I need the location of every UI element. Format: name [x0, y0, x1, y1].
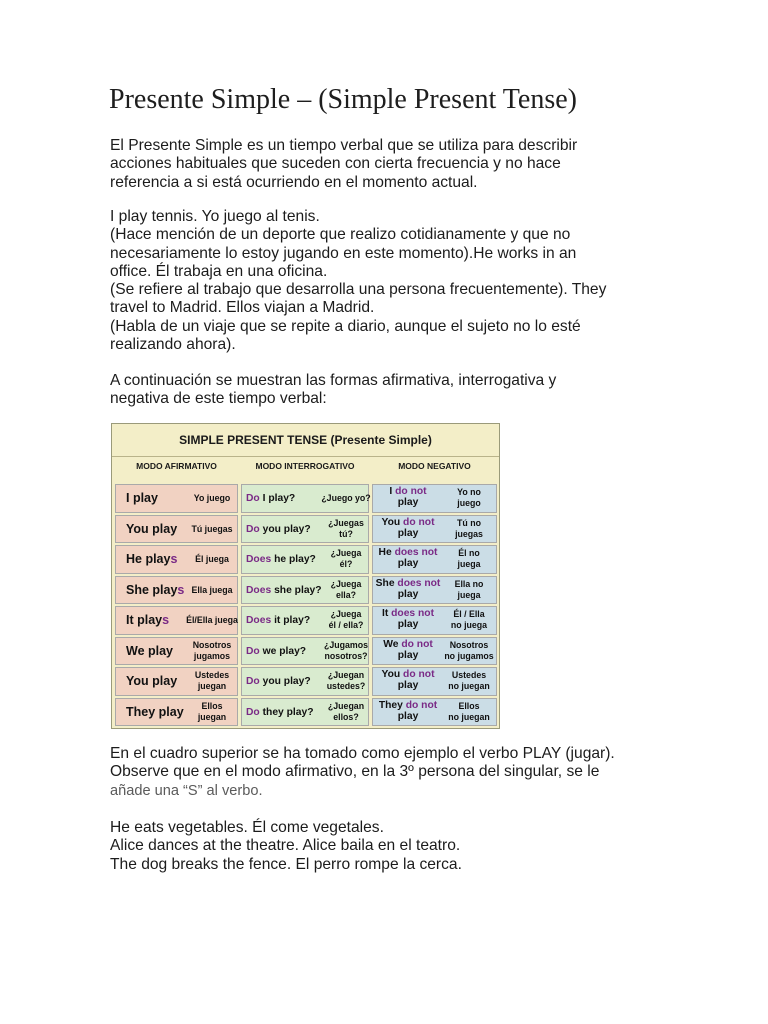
auxiliary-verb: Do: [246, 523, 260, 535]
text-line: referencia a si está ocurriendo en el momento actual.: [110, 173, 478, 191]
affirmative-spanish: [184, 615, 240, 626]
table-body: [112, 483, 499, 727]
examples-paragraph: [110, 208, 670, 354]
negative-line: [382, 608, 434, 619]
spanish-line: nosotros?: [324, 650, 368, 661]
interrogative-spanish: [324, 579, 368, 601]
interrogative-english: [246, 554, 316, 565]
negative-subject: He: [378, 547, 392, 558]
interrogative-english: [246, 707, 314, 718]
negative-line: [381, 669, 434, 680]
negative-spanish: [441, 548, 497, 570]
spanish-line: Yo no: [457, 487, 481, 497]
spanish-line: Tú no: [457, 517, 481, 528]
negative-cell: [372, 637, 497, 666]
spanish-line: no juegan: [448, 681, 490, 691]
spanish-line: Él juega: [195, 554, 229, 564]
text-line: Alice dances at the theatre. Alice baila en el teatro.: [110, 837, 461, 855]
spanish-line: Nosotros: [449, 639, 489, 650]
negative-spanish: [441, 670, 497, 692]
spanish-line: Ella no: [454, 578, 484, 589]
negative-auxiliary: do not: [403, 516, 435, 528]
affirmative-verb: He play: [126, 552, 171, 566]
spanish-line: ¿Juegan: [327, 670, 365, 680]
spanish-line: ¿Juegas: [328, 517, 364, 528]
negative-english: [375, 639, 441, 661]
text-line: acciones habituales que suceden con cierta frecuencia y no hace: [110, 155, 561, 173]
spanish-line: jugamos: [193, 650, 231, 661]
affirmative-english: [126, 522, 177, 536]
spanish-line: no juegan: [448, 711, 490, 722]
affirmative-spanish: [184, 524, 240, 535]
spanish-line: Tú juegas: [191, 523, 233, 534]
explanation-paragraph: [110, 745, 670, 800]
negative-line: [379, 700, 437, 711]
spanish-line: Yo juego: [193, 493, 231, 503]
spanish-line: juego: [457, 498, 481, 508]
spanish-line: no juega: [450, 620, 488, 630]
interrogative-spanish: [324, 609, 368, 631]
interrogative-spanish: [324, 640, 368, 662]
spanish-line: Ustedes: [194, 670, 230, 680]
negative-auxiliary: does not: [394, 547, 438, 558]
negative-english: [375, 700, 441, 722]
spanish-line: Él no: [458, 548, 480, 558]
spanish-line: tú?: [339, 528, 353, 539]
affirmative-english: [126, 583, 184, 597]
negative-line: [389, 486, 426, 497]
question-rest: she play?: [274, 584, 322, 596]
spanish-line: juegan: [197, 681, 227, 691]
spanish-line: ella?: [335, 589, 357, 600]
negative-auxiliary: does not: [391, 608, 435, 619]
negative-verb: play: [397, 527, 419, 539]
interrogative-spanish: [324, 701, 368, 723]
spanish-line: Ella juega: [191, 584, 233, 595]
question-rest: it play?: [274, 615, 311, 626]
negative-cell: [372, 698, 497, 727]
spanish-line: Ellos: [201, 700, 223, 711]
table-row: [112, 697, 499, 728]
third-person-s: s: [162, 613, 170, 627]
spanish-line: ¿Juega: [330, 578, 362, 589]
spanish-line: juega: [457, 589, 481, 600]
negative-line: [383, 639, 433, 650]
spanish-line: ¿Juego yo?: [321, 493, 371, 503]
interrogative-spanish: [324, 548, 368, 570]
negative-verb: play: [397, 619, 419, 630]
interrogative-english: [246, 524, 311, 535]
negative-verb: play: [397, 680, 419, 691]
negative-english: [375, 669, 441, 691]
negative-spanish: [441, 701, 497, 723]
negative-verb: play: [397, 649, 419, 661]
spanish-line: ¿Juega: [330, 548, 362, 558]
auxiliary-verb: Do: [246, 676, 260, 687]
interrogative-spanish: [321, 493, 371, 504]
spanish-line: ¿Juega: [330, 609, 362, 619]
negative-english: [375, 608, 441, 630]
affirmative-cell: [115, 667, 238, 696]
negative-cell: [372, 515, 497, 544]
page-title: Presente Simple – (Simple Present Tense): [109, 84, 578, 115]
affirmative-verb: You play: [126, 674, 178, 688]
auxiliary-verb: Does: [246, 584, 272, 596]
negative-cell: [372, 545, 497, 574]
table-row: [112, 636, 499, 667]
negative-auxiliary: do not: [405, 699, 438, 711]
text-line: Observe que en el modo afirmativo, en la 3º persona del singular, se le: [110, 763, 600, 781]
affirmative-english: [126, 552, 177, 566]
negative-spanish: [441, 609, 497, 631]
affirmative-spanish: [184, 701, 240, 723]
spanish-line: Él/Ella juega: [186, 615, 238, 625]
negative-line: [381, 517, 434, 528]
text-line: negativa de este tiempo verbal:: [110, 390, 327, 408]
interrogative-cell: [241, 667, 369, 696]
negative-english: [375, 486, 441, 508]
affirmative-spanish: [184, 493, 240, 504]
intro-paragraph: [110, 137, 670, 192]
spanish-line: él / ella?: [328, 620, 364, 630]
text-line: The dog breaks the fence. El perro rompe la cerca.: [110, 855, 462, 873]
interrogative-cell: [241, 637, 369, 666]
spanish-line: no jugamos: [444, 650, 494, 661]
negative-auxiliary: do not: [395, 486, 427, 497]
interrogative-english: [246, 676, 311, 687]
affirmative-spanish: [184, 585, 240, 596]
affirmative-cell: [115, 606, 238, 635]
spanish-line: ustedes?: [326, 681, 366, 691]
affirmative-cell: [115, 545, 238, 574]
affirmative-cell: [115, 576, 238, 605]
affirmative-spanish: [184, 670, 240, 692]
header-interrogative: MODO INTERROGATIVO: [255, 461, 355, 471]
negative-verb: play: [397, 558, 419, 569]
text-line: office. Él trabaja en una oficina.: [110, 262, 328, 280]
spanish-line: Ustedes: [451, 670, 487, 680]
spanish-line: Nosotros: [192, 639, 232, 650]
negative-subject: We: [383, 638, 399, 650]
interrogative-english: [246, 646, 306, 657]
affirmative-verb: It play: [126, 613, 163, 627]
spanish-line: juega: [457, 559, 481, 569]
text-line: A continuación se muestran las formas afirmativa, interrogativa y: [110, 372, 557, 389]
negative-english: [375, 578, 441, 600]
affirmative-english: [126, 613, 169, 627]
text-line: necesariamente lo estoy jugando en este momento).He works in an: [110, 244, 577, 262]
spanish-line: juegas: [455, 528, 483, 539]
auxiliary-verb: Do: [246, 706, 260, 718]
interrogative-english: [246, 585, 322, 596]
negative-auxiliary: does not: [397, 577, 441, 589]
affirmative-english: [126, 674, 177, 688]
table-row: [112, 605, 499, 636]
table-title: SIMPLE PRESENT TENSE (Presente Simple): [112, 424, 499, 457]
affirmative-verb: I play: [126, 491, 158, 505]
text-line: realizando ahora).: [110, 336, 236, 354]
table-row: [112, 514, 499, 545]
interrogative-cell: [241, 545, 369, 574]
negative-spanish: [441, 487, 497, 509]
affirmative-verb: She play: [126, 582, 178, 597]
affirmative-cell: [115, 515, 238, 544]
negative-subject: They: [378, 699, 403, 711]
text-line: En el cuadro superior se ha tomado como ejemplo el verbo PLAY (jugar).: [110, 745, 615, 762]
negative-spanish: [441, 640, 497, 662]
interrogative-english: [246, 493, 295, 504]
table-row: [112, 666, 499, 697]
negative-spanish: [441, 518, 497, 540]
table-row: [112, 544, 499, 575]
text-line: (Hace mención de un deporte que realizo cotidianamente y que no: [110, 226, 571, 244]
affirmative-spanish: [184, 640, 240, 662]
negative-subject: It: [381, 608, 389, 619]
header-affirmative: MODO AFIRMATIVO: [136, 461, 217, 471]
spanish-line: ellos?: [333, 711, 359, 722]
forms-paragraph: [110, 372, 670, 409]
negative-subject: I: [389, 486, 393, 497]
negative-verb: play: [397, 497, 419, 508]
affirmative-spanish: [184, 554, 240, 565]
negative-auxiliary: do not: [403, 669, 435, 680]
table-row: [112, 575, 499, 606]
affirmative-cell: [115, 637, 238, 666]
header-negative: MODO NEGATIVO: [398, 461, 471, 471]
sentences-paragraph: [110, 819, 670, 874]
negative-cell: [372, 606, 497, 635]
text-line: (Habla de un viaje que se repite a diario, aunque el sujeto no lo esté: [110, 317, 581, 335]
simple-present-table: [111, 423, 500, 729]
interrogative-cell: [241, 606, 369, 635]
interrogative-cell: [241, 515, 369, 544]
negative-english: [375, 517, 441, 539]
interrogative-spanish: [324, 670, 368, 692]
interrogative-cell: [241, 698, 369, 727]
auxiliary-verb: Does: [246, 615, 272, 626]
affirmative-english: [126, 644, 173, 658]
table-row: [112, 483, 499, 514]
affirmative-cell: [115, 698, 238, 727]
third-person-s: s: [170, 552, 178, 566]
text-line: He eats vegetables. Él come vegetales.: [110, 819, 384, 836]
spanish-line: juegan: [197, 711, 227, 722]
text-line: I play tennis. Yo juego al tenis.: [110, 208, 320, 225]
spanish-line: Él / Ella: [453, 609, 485, 619]
affirmative-english: [126, 491, 158, 505]
negative-verb: play: [397, 588, 419, 600]
spanish-line: ¿Juegan: [327, 700, 365, 711]
text-line: El Presente Simple es un tiempo verbal que se utiliza para describir: [110, 137, 578, 154]
auxiliary-verb: Do: [246, 645, 260, 657]
spanish-line: ¿Jugamos: [324, 639, 368, 650]
auxiliary-verb: Does: [246, 554, 272, 565]
negative-verb: play: [397, 710, 419, 722]
third-person-s: s: [177, 582, 185, 597]
spanish-line: él?: [339, 559, 353, 569]
affirmative-english: [126, 705, 184, 719]
auxiliary-verb: Do: [246, 493, 260, 504]
question-rest: we play?: [262, 645, 307, 657]
affirmative-verb: They play: [126, 704, 184, 719]
question-rest: you play?: [262, 523, 311, 535]
negative-cell: [372, 576, 497, 605]
negative-spanish: [441, 579, 497, 601]
negative-cell: [372, 484, 497, 513]
negative-english: [375, 547, 441, 569]
question-rest: I play?: [262, 493, 296, 504]
negative-line: [376, 578, 441, 589]
negative-auxiliary: do not: [401, 638, 433, 650]
interrogative-cell: [241, 484, 369, 513]
text-line: añade una “S” al verbo.: [110, 782, 263, 799]
spanish-line: Ellos: [458, 700, 480, 711]
interrogative-cell: [241, 576, 369, 605]
negative-cell: [372, 667, 497, 696]
negative-subject: She: [375, 577, 395, 589]
interrogative-spanish: [324, 518, 368, 540]
affirmative-verb: You play: [126, 521, 178, 536]
negative-line: [379, 547, 438, 558]
affirmative-cell: [115, 484, 238, 513]
question-rest: you play?: [262, 676, 311, 687]
question-rest: he play?: [274, 554, 316, 565]
negative-subject: You: [381, 669, 401, 680]
text-line: (Se refiere al trabajo que desarrolla una persona frecuentemente). They: [110, 281, 607, 299]
negative-subject: You: [381, 516, 401, 528]
text-line: travel to Madrid. Ellos viajan a Madrid.: [110, 299, 375, 317]
affirmative-verb: We play: [126, 643, 174, 658]
question-rest: they play?: [262, 706, 314, 718]
interrogative-english: [246, 615, 310, 626]
